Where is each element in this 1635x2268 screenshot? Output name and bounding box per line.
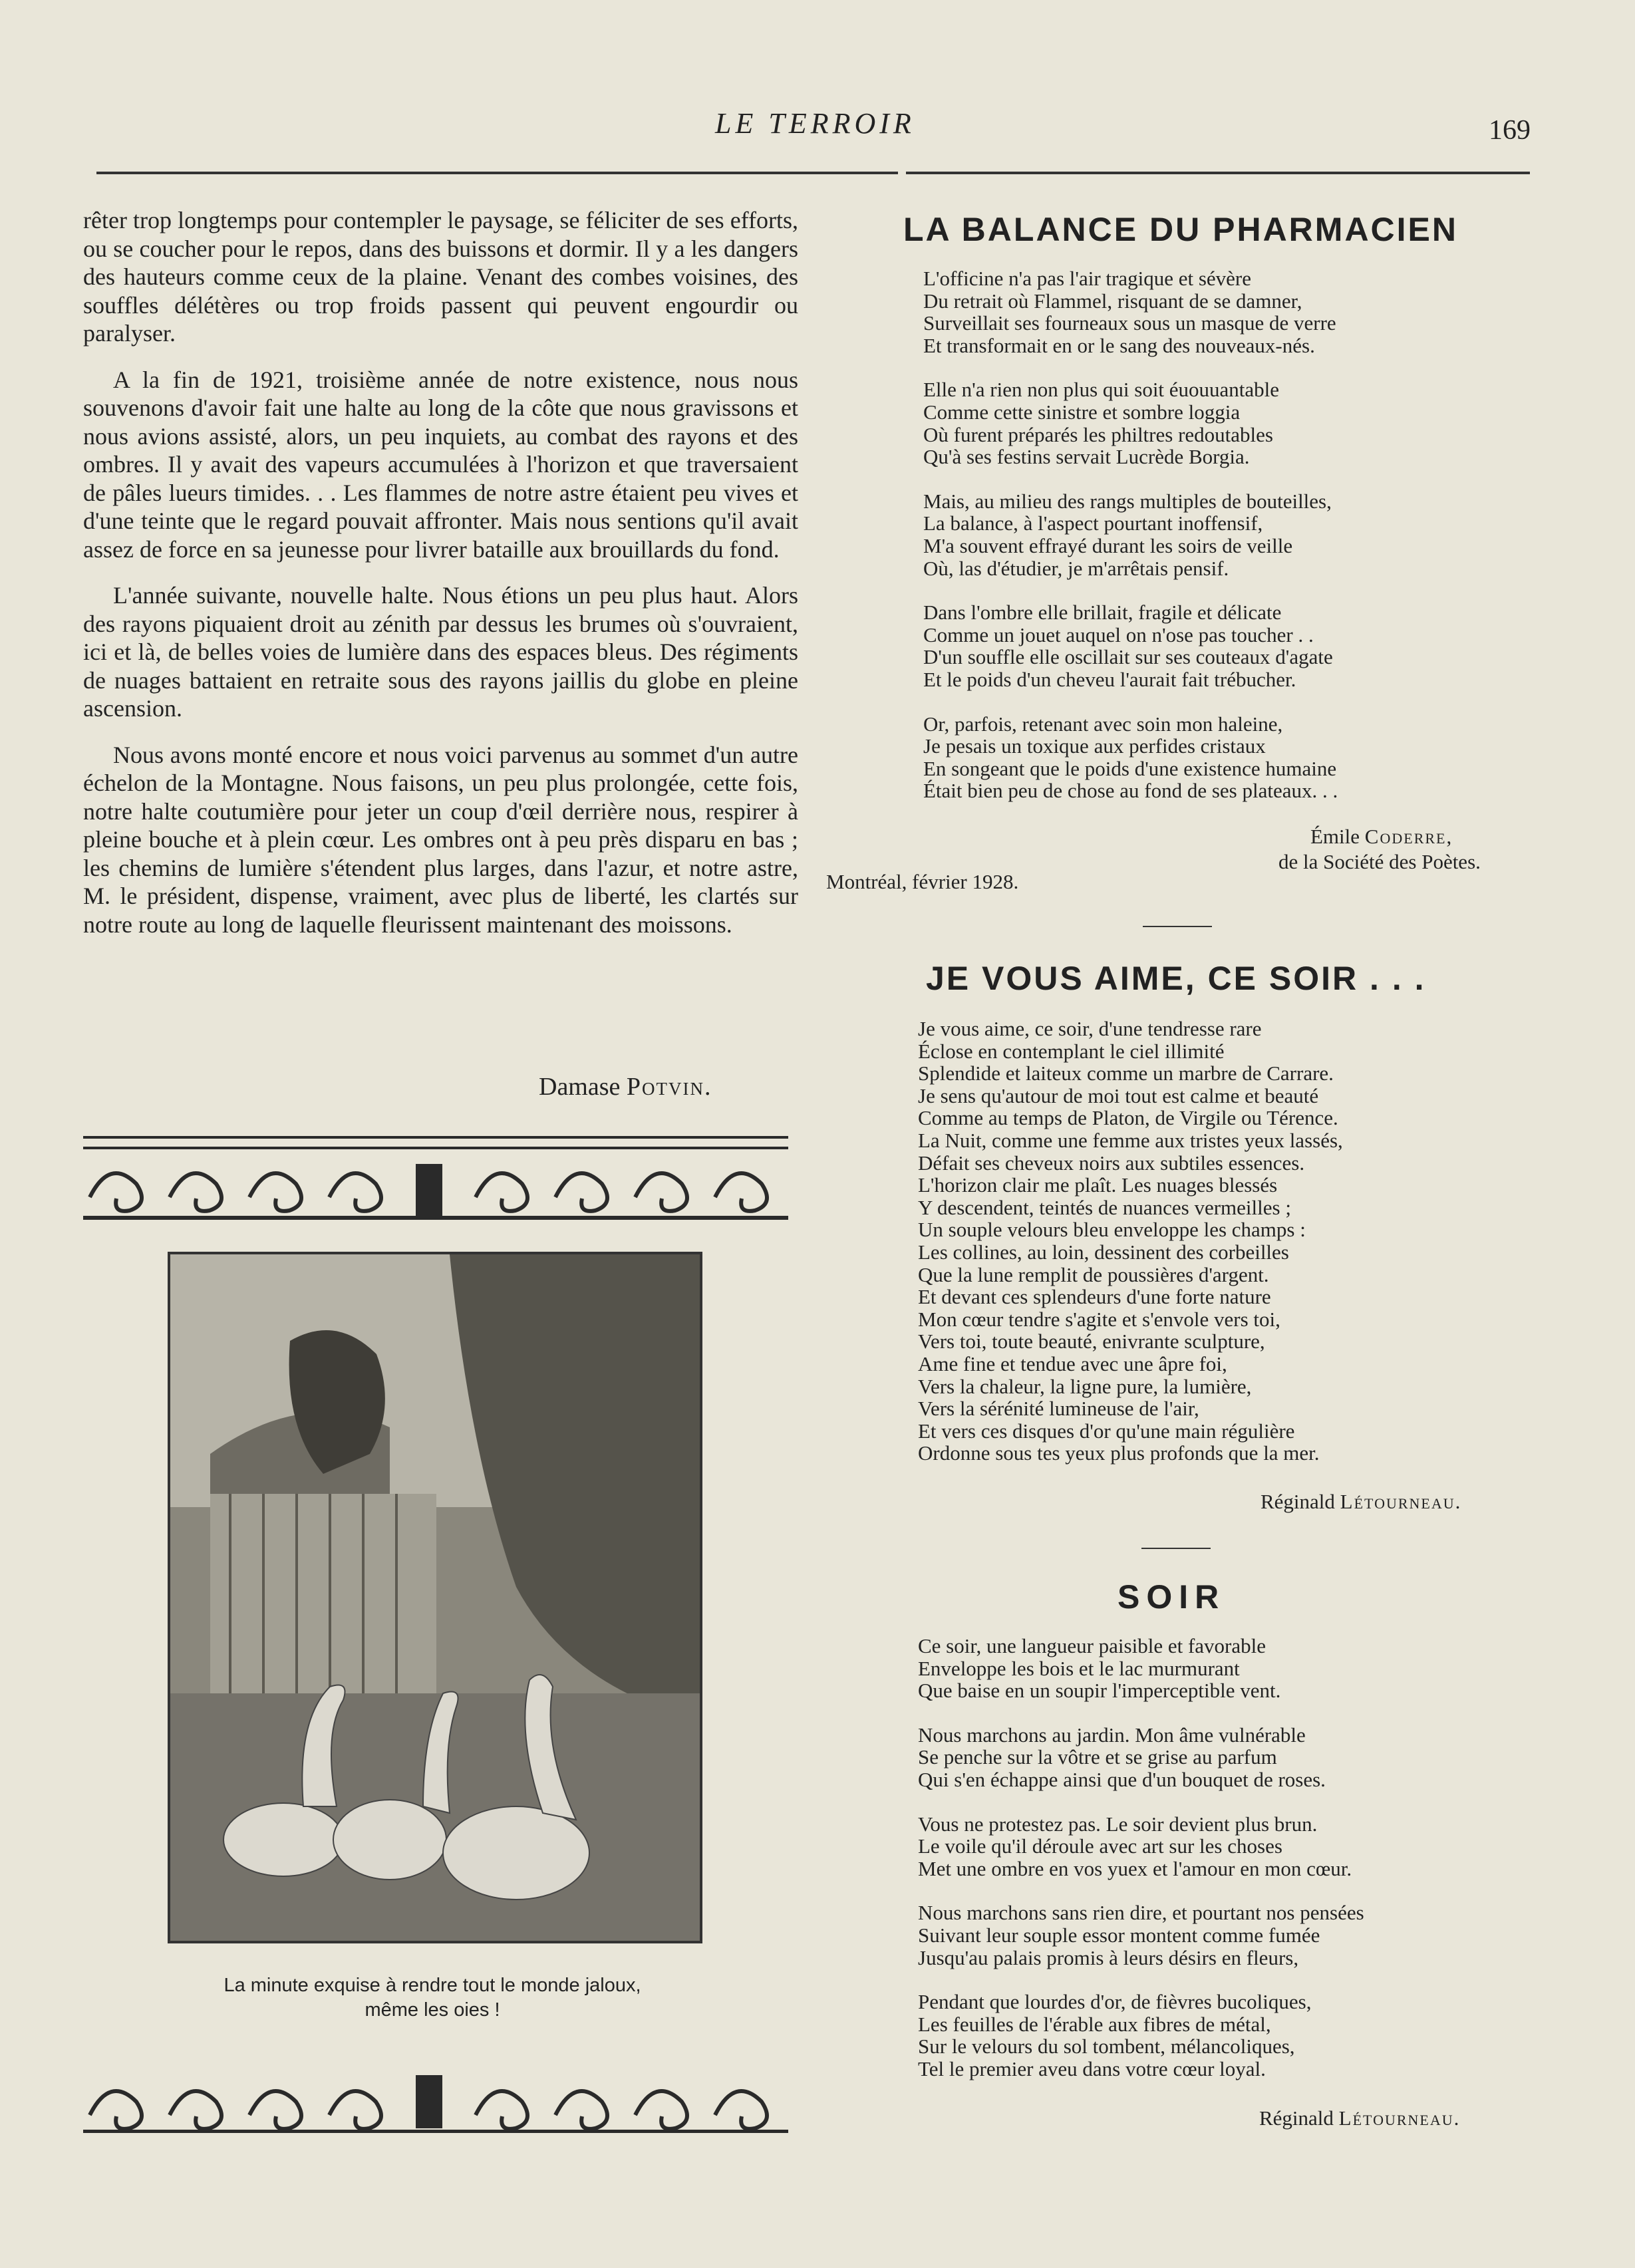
caption-line: La minute exquise à rendre tout le monde jaloux, [223,1975,641,1996]
section-divider [1141,1548,1211,1549]
poem-line: Qui s'en échappe ainsi que d'un bouquet de roses. [918,1767,1326,1791]
poem-line: La Nuit, comme une femme aux tristes yeux lassés, [918,1128,1343,1152]
poem1-stanza [923,378,1338,468]
signature-first-name: Damase [539,1073,621,1101]
author-first-name: Émile [1310,825,1360,848]
poem-line: Se penche sur la vôtre et se grise au parfum [918,1745,1277,1769]
poem-line: Et le poids d'un cheveu l'aurait fait trébucher. [923,667,1296,691]
essay-signature [539,1072,712,1101]
poem-line: L'horizon clair me plaît. Les nuages blessés [918,1173,1278,1197]
poem-line: Comme un jouet auquel on n'ose pas toucher . . [923,623,1314,646]
poem-line: Vers la sérénité lumineuse de l'air, [918,1397,1199,1421]
poem-line: L'officine n'a pas l'air tragique et sévère [923,267,1252,290]
poem3-body [918,1635,1364,2102]
essay-text [83,206,798,956]
poem-line: Comme au temps de Platon, de Virgile ou Térence. [918,1106,1338,1130]
poem-line: Sur le velours du sol tombent, mélancoliques, [918,2035,1295,2058]
poem1-society: de la Société des Poètes. [1278,850,1481,873]
page-number: 169 [1489,115,1531,146]
poem-line: En songeant que le poids d'une existence humaine [923,756,1337,780]
header-rule-left [96,172,898,174]
poem-line: Du retrait où Flammel, risquant de se damner, [923,289,1302,313]
poem-line: Comme cette sinistre et sombre loggia [923,400,1241,424]
poem-line: Et transformait en or le sang des nouveaux-nés. [923,333,1315,357]
author-last-name: Létourneau. [1340,1490,1462,1513]
poem-line: Ame fine et tendue avec une âpre foi, [918,1351,1227,1375]
poem2-title: JE VOUS AIME, CE SOIR . . . [926,960,1426,997]
poem3-stanza [918,1724,1364,1791]
poem-line: M'a souvent effrayé durant les soirs de veille [923,533,1293,557]
poem3-stanza [918,1635,1364,1702]
poem-line: Les feuilles de l'érable aux fibres de métal, [918,2012,1271,2036]
essay-paragraph: L'année suivante, nouvelle halte. Nous étions un peu plus haut. Alors des rayons piquaient droit au zénith par dessus les brumes où s'ouvraient, ici et là, de belles voies de lumière dans des espaces bleus. Des régiments de nuages battaient en retraite sous des rayons jaillis du globe en pleine ascension. [83,582,798,722]
poem-line: Pendant que lourdes d'or, de fièvres bucoliques, [918,1990,1312,2014]
poem-line: Enveloppe les bois et le lac murmurant [918,1656,1240,1680]
header-rule-right [906,172,1530,174]
author-first-name: Réginald [1261,1490,1335,1513]
poem-line: Or, parfois, retenant avec soin mon haleine, [923,712,1283,736]
poem-line: Nous marchons au jardin. Mon âme vulnérable [918,1723,1306,1747]
author-last-name: Létourneau. [1338,2106,1461,2130]
poem-line: Ordonne sous tes yeux plus profonds que la mer. [918,1441,1320,1465]
poem-line: Les collines, au loin, dessinent des corbeilles [918,1240,1289,1264]
poem3-stanza [918,1813,1364,1880]
poem3-title: SOIR [1117,1578,1226,1616]
poem-line: Dans l'ombre elle brillait, fragile et délicate [923,601,1282,625]
poem1-author [1310,825,1453,849]
poem-line: Elle n'a rien non plus qui soit éuouuantable [923,378,1280,402]
poem-line: Défait ses cheveux noirs aux subtiles essences. [918,1151,1305,1175]
poem1-place-date: Montréal, février 1928. [826,870,1019,893]
essay-paragraph: A la fin de 1921, troisième année de notre existence, nous nous souvenons d'avoir fait une halte au long de la côte que nous gravissons et nous avions assisté, alors, un peu inquiets, au combat des rayons et des ombres. Il y avait des vapeurs accumulées à l'horizon et que traversaient de pâles lueurs timides. . . Les flammes de notre astre étaient peu vives et d'une teinte que le regard pouvait affronter. Mais nous sentions qu'il avait assez de force en sa jeunesse pour livrer bataille aux brouillards du fond. [83,366,798,563]
poem-line: Tel le premier aveu dans votre cœur loyal. [918,2056,1266,2080]
section-divider [1143,926,1212,927]
decorative-border-bottom [83,2055,788,2135]
poem3-stanza [918,1991,1364,2080]
poem-line: Mais, au milieu des rangs multiples de bouteilles, [923,489,1332,513]
poem-line: Et devant ces splendeurs d'une forte nature [918,1285,1271,1309]
caption-line: même les oies ! [365,1999,500,2021]
poem-line: Met une ombre en vos yuex et l'amour en mon cœur. [918,1856,1352,1880]
poem3-author [1259,2106,1460,2130]
poem1-title: LA BALANCE DU PHARMACIEN [903,211,1459,248]
essay-paragraph: Nous avons monté encore et nous voici parvenus au sommet d'un autre échelon de la Montagne. Nous faisons, un peu plus prolongée, cette fois, notre halte coutumière pour jeter un coup d'œil derrière nous, respirer à pleine bouche et à plein cœur. Les ombres ont à peu près disparu en bas ; les chemins de lumière s'étendent plus larges, dans l'azur, et notre astre, M. le président, dispense, vraiment, avec plus de liberté, les clartés sur notre route au long de laquelle fleurissent maintenant des moissons. [83,741,798,938]
running-header: LE TERROIR [715,107,915,140]
image-caption [133,1973,732,2023]
engraving-scene [170,1254,700,1941]
poem-line: La balance, à l'aspect pourtant inoffensif, [923,511,1263,535]
essay-paragraph: rêter trop longtemps pour contempler le paysage, se féliciter de ses efforts, ou se coucher pour le repos, dans des buissons et dormir. Il y a les dangers des hauteurs comme ceux de la plaine. Venant des combes voisines, des souffles délétères ou trop froids passent qui peuvent engourdir ou paralyser. [83,207,798,347]
poem-line: Où, las d'étudier, je m'arrêtais pensif. [923,556,1229,580]
poem-line: Je sens qu'autour de moi tout est calme et beauté [918,1083,1319,1107]
author-last-name: Coderre, [1364,825,1453,848]
poem1-stanza [923,713,1338,802]
poem-line: Éclose en contemplant le ciel illimité [918,1039,1225,1063]
poem-line: Je pesais un toxique aux perfides cristaux [923,734,1266,758]
poem-line: Suivant leur souple essor montent comme fumée [918,1923,1320,1947]
poem-line: Un souple velours bleu enveloppe les champs : [918,1218,1306,1242]
engraving-image [168,1252,702,1943]
poem-line: Que baise en un soupir l'imperceptible vent. [918,1679,1281,1703]
poem-line: Le voile qu'il déroule avec art sur les choses [918,1834,1282,1858]
poem1-stanza [923,601,1338,690]
poem-line: Mon cœur tendre s'agite et s'envole vers toi, [918,1307,1280,1331]
poem2-body [918,1018,1343,1465]
poem-line: Y descendent, teintés de nuances vermeilles ; [918,1195,1291,1219]
poem-line: Vous ne protestez pas. Le soir devient plus brun. [918,1812,1318,1836]
poem-line: Vers la chaleur, la ligne pure, la lumière, [918,1374,1252,1398]
poem-line: Était bien peu de chose au fond de ses plateaux. . . [923,779,1338,803]
poem-line: Vers toi, toute beauté, enivrante sculpture, [918,1330,1265,1353]
decorative-border-top [83,1131,788,1224]
poem-line: Où furent préparés les philtres redoutables [923,422,1273,446]
poem-line: Et vers ces disques d'or qu'une main régulière [918,1419,1295,1443]
author-first-name: Réginald [1259,2106,1334,2130]
poem1-body [923,267,1338,824]
poem-line: Jusqu'au palais promis à leurs désirs en fleurs, [918,1945,1299,1969]
poem-line: Que la lune remplit de poussières d'argent. [918,1262,1269,1286]
poem-line: Surveillait ses fourneaux sous un masque de verre [923,311,1336,335]
poem1-stanza [923,267,1338,356]
poem3-stanza [918,1902,1364,1969]
signature-last-name: Potvin. [626,1073,712,1101]
poem-line: Splendide et laiteux comme un marbre de Carrare. [918,1062,1334,1085]
poem-line: Qu'à ses festins servait Lucrède Borgia. [923,445,1250,469]
poem-line: Ce soir, une langueur paisible et favorable [918,1634,1266,1657]
poem-line: D'un souffle elle oscillait sur ses couteaux d'agate [923,645,1333,669]
poem-line: Nous marchons sans rien dire, et pourtant nos pensées [918,1901,1364,1925]
poem2-author [1261,1490,1461,1514]
poem-line: Je vous aime, ce soir, d'une tendresse rare [918,1017,1262,1040]
poem1-stanza [923,490,1338,579]
